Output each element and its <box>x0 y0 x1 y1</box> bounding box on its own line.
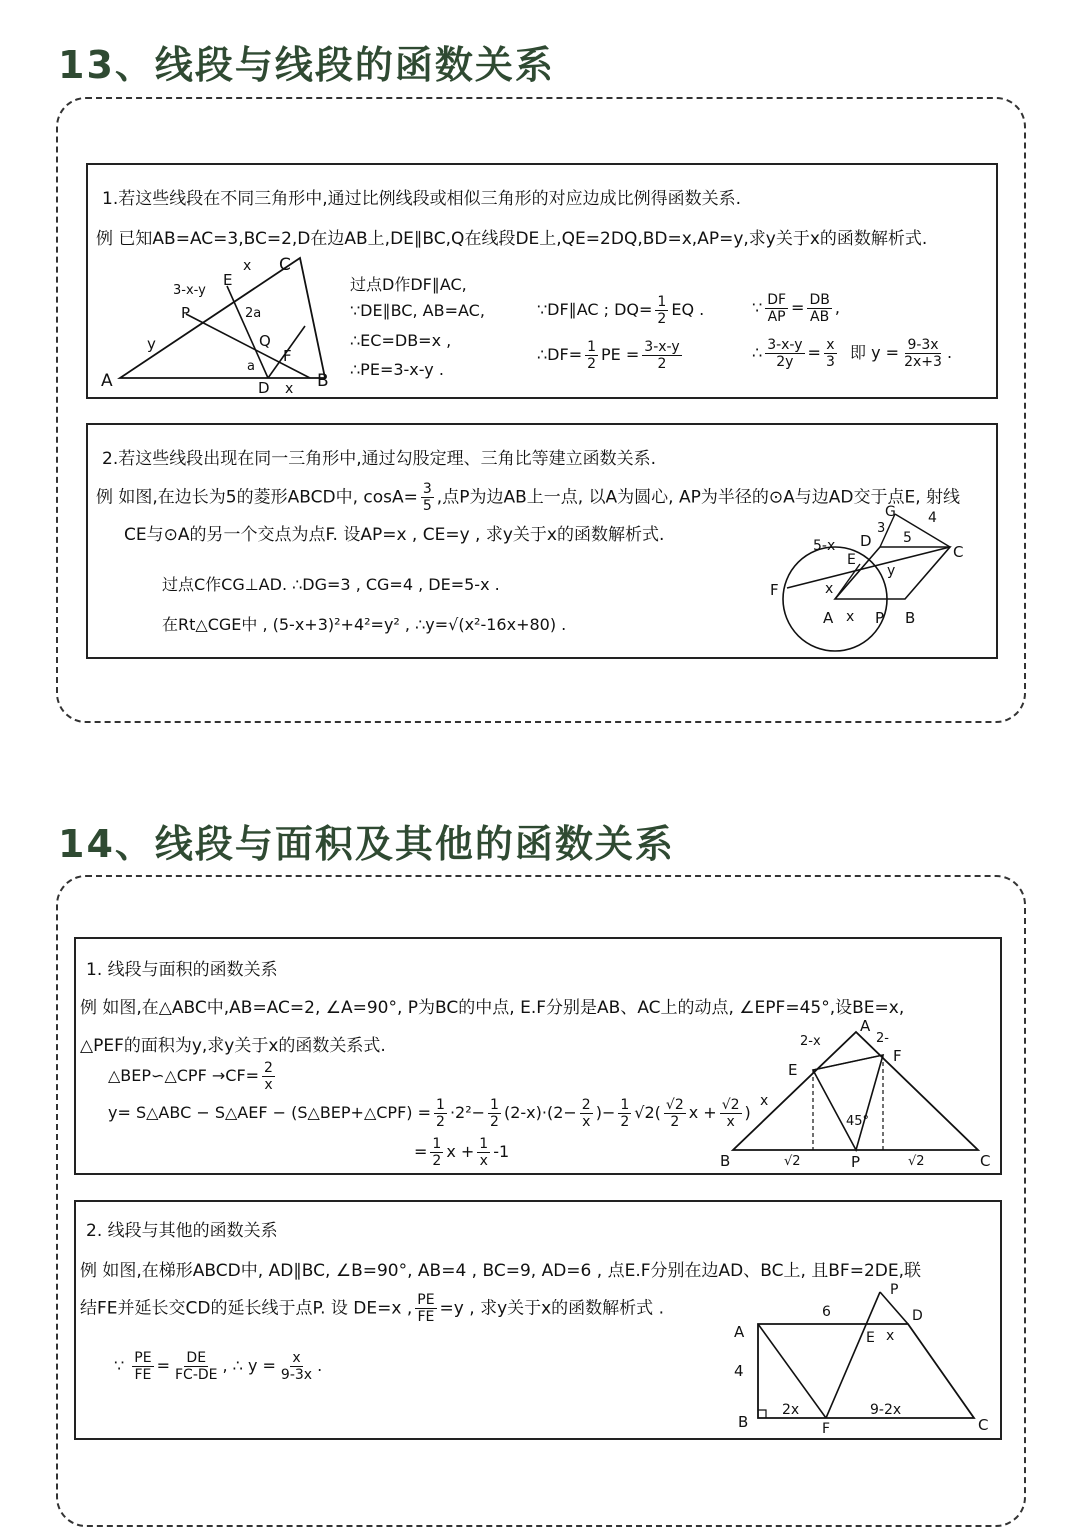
l1d: . <box>317 1356 323 1375</box>
s13-b1-right2 <box>752 337 952 370</box>
frac-r2 <box>765 337 804 370</box>
s13-b2-example-2: CE与⊙A的另一个交点为点F. 设AP=x , CE=y , 求y关于x的函数解析式. <box>124 525 665 545</box>
frac-half-d <box>430 1136 443 1169</box>
fig-label-B: B <box>317 371 329 391</box>
s13-b1-line2: ∵DE∥BC, AB=AC, <box>350 301 485 320</box>
ex1a: 例 如图,在边长为5的菱形ABCD中, cosA= <box>96 487 418 508</box>
l3a: = <box>414 1142 428 1161</box>
mid1-text: ∵DF∥AC ; DQ= <box>537 300 653 319</box>
mid2-mid: PE = <box>601 345 640 364</box>
frac-d: 2x+3 <box>904 354 942 370</box>
frac-d: 2y <box>776 354 794 370</box>
fig-label-F: F <box>893 1047 902 1065</box>
frac-d: 2 <box>587 356 597 372</box>
frac-ans <box>902 337 944 370</box>
fig-label-C: C <box>978 1416 989 1434</box>
fig-label-E: E <box>866 1330 875 1346</box>
frac-db <box>807 292 831 325</box>
s14-b1-example-2: △PEF的面积为y,求y关于x的函数关系式. <box>80 1036 386 1056</box>
r2-dot: . <box>946 343 953 362</box>
l3c: -1 <box>493 1142 510 1161</box>
fig-label-A: A <box>860 1017 871 1035</box>
l1b: = <box>156 1356 170 1375</box>
fig-label-A: A <box>101 371 113 391</box>
frac-d: 2 <box>432 1153 442 1169</box>
fig-label-2a: 2a <box>245 306 262 321</box>
s13-b1-mid2 <box>537 339 685 372</box>
frac-1x <box>477 1136 490 1169</box>
fig-label-4: 4 <box>928 510 937 526</box>
frac-n: 1 <box>657 294 667 310</box>
mid2-text: ∴DF= <box>537 345 583 364</box>
fig-label-5: 5 <box>903 530 912 546</box>
fig-label-E: E <box>847 552 856 568</box>
s13-b2-heading: 2.若这些线段出现在同一三角形中,通过勾股定理、三角比等建立函数关系. <box>102 449 657 469</box>
s13-b2-figure <box>765 500 985 655</box>
fig-label-4: 4 <box>734 1362 744 1380</box>
frac-n: 1 <box>587 339 597 355</box>
frac-l3 <box>279 1350 314 1383</box>
fig-label-x1: x <box>825 581 834 597</box>
s13-b1-right1 <box>752 292 840 325</box>
frac-n: 3 <box>422 481 432 497</box>
l2c: (2-x)·(2− <box>503 1103 577 1122</box>
fig-label-B: B <box>738 1413 749 1431</box>
frac-d: AB <box>810 309 830 325</box>
l1a: ∵ <box>114 1356 125 1375</box>
frac-n: DB <box>809 292 830 308</box>
fig-label-2x: 2x <box>782 1402 800 1418</box>
fig-label-3xy: 3-x-y <box>173 283 206 298</box>
frac-l2 <box>173 1350 220 1383</box>
l2g: ) <box>744 1103 751 1122</box>
section-13-title: 13、线段与线段的函数关系 <box>58 43 555 87</box>
r1-comma: , <box>834 298 840 317</box>
l2-text: y= S△ABC − S△AEF − (S△BEP+△CPF) = <box>108 1103 432 1122</box>
frac-n: √2 <box>721 1097 740 1113</box>
fig-label-x: x <box>886 1328 895 1344</box>
frac-d: x <box>479 1153 488 1169</box>
fig-label-Q: Q <box>259 332 271 350</box>
fig-label-D: D <box>258 379 270 397</box>
fig-label-P: P <box>875 609 885 627</box>
frac-2x <box>262 1060 275 1093</box>
s14-b1-line1 <box>108 1060 278 1093</box>
s14-b1-heading <box>86 955 278 980</box>
frac-d: 2 <box>436 1114 445 1130</box>
fig-label-F: F <box>822 1421 831 1437</box>
fig-label-2-x: 2-x <box>800 1034 821 1049</box>
frac-n: DE <box>186 1350 207 1366</box>
s14-b1-example-1: 例 如图,在△ABC中,AB=AC=2, ∠A=90°, P为BC的中点, E.F分别是AB、AC上的动点, ∠EPF=45°,设BE=x, <box>80 998 905 1018</box>
fig-label-45: 45° <box>846 1114 870 1129</box>
fig-label-F: F <box>283 347 292 365</box>
s14-b2-example-1: 例 如图,在梯形ABCD中, AD∥BC, ∠B=90°, AB=4 , BC=9, AD=6 , 点E.F分别在边AD、BC上, 且BF=2DE,联 <box>80 1261 921 1281</box>
l1c: , ∴ y = <box>222 1356 276 1375</box>
frac-n: 1 <box>620 1097 630 1113</box>
l2b: ·2²− <box>449 1103 486 1122</box>
ex2a: 结FE并延长交CD的延长线于点P. 设 DE=x , <box>80 1298 413 1319</box>
ex2b: =y , 求y关于x的函数解析式 . <box>439 1298 664 1319</box>
frac-n: 1 <box>490 1097 499 1113</box>
frac-d: FE <box>134 1367 152 1383</box>
r1-eq: = <box>791 298 805 317</box>
s14-b2-figure <box>730 1280 995 1435</box>
fig-label-r2a: √2 <box>784 1154 801 1169</box>
fig-label-E: E <box>788 1061 798 1079</box>
s13-b1-line3: ∴EC=DB=x , <box>350 331 452 350</box>
fig-label-2-: 2- <box>876 1031 889 1046</box>
frac-n: DF <box>767 292 787 308</box>
frac-half-b <box>488 1097 501 1130</box>
fig-label-x: x <box>760 1093 769 1109</box>
fig-label-r2b: √2 <box>908 1154 925 1169</box>
fig-label-A: A <box>823 609 834 627</box>
fig-label-F: F <box>770 581 779 599</box>
frac-2x-b <box>580 1097 593 1130</box>
frac-n: 3-x-y <box>644 339 680 355</box>
r2-therefore: ∴ <box>752 343 763 362</box>
l2d: )− <box>595 1103 616 1122</box>
frac-d: 9-3x <box>280 1367 313 1383</box>
l2e: √2( <box>634 1103 661 1122</box>
frac-n: √2 <box>665 1097 684 1113</box>
s14-b2-line1 <box>114 1350 322 1383</box>
frac-d: 2 <box>670 1114 680 1130</box>
fig-label-P: P <box>851 1153 861 1171</box>
frac-l1 <box>132 1350 153 1383</box>
fig-label-x2: x <box>285 381 294 397</box>
frac-df <box>765 292 788 325</box>
l2f: x + <box>688 1103 717 1122</box>
frac-n: 1 <box>436 1097 445 1113</box>
fig-label-5-x: 5-x <box>813 538 836 554</box>
fig-label-a: a <box>247 359 255 374</box>
frac-n: 1 <box>432 1136 442 1152</box>
frac-n: x <box>292 1350 301 1366</box>
fig-label-6: 6 <box>822 1304 831 1320</box>
frac-d: x <box>582 1114 591 1130</box>
fig-label-C: C <box>279 255 291 275</box>
frac-pefe <box>415 1292 436 1325</box>
frac-d: 2 <box>657 311 667 327</box>
ex1b: ,点P为边AB上一点, 以A为圆心, AP为半径的⊙A与边AD交于点E, 射线 <box>436 487 961 508</box>
frac-x3 <box>824 337 837 370</box>
fig-label-C: C <box>953 543 964 561</box>
s14-b1-line2 <box>108 1097 751 1130</box>
frac-half-c <box>618 1097 631 1130</box>
s14-b1-figure <box>718 1015 993 1170</box>
s14-b1-heading-text: 1. 线段与面积的函数关系 <box>86 960 278 980</box>
fig-label-x1: x <box>243 258 252 274</box>
fig-label-G: G <box>885 504 896 520</box>
frac-n: x <box>826 337 835 353</box>
frac-half <box>655 294 668 327</box>
frac-d: 5 <box>422 498 432 514</box>
frac-n: 9-3x <box>907 337 939 353</box>
frac-3xy <box>642 339 681 372</box>
fig-label-B: B <box>720 1152 731 1170</box>
frac-n: PE <box>134 1350 152 1366</box>
frac-n: 2 <box>264 1060 273 1076</box>
fig-label-y: y <box>147 335 156 353</box>
s14-b2-heading: 2. 线段与其他的函数关系 <box>86 1221 278 1241</box>
frac-d: FE <box>417 1309 435 1325</box>
r1-because: ∵ <box>752 298 763 317</box>
mid1-tail: EQ . <box>671 300 705 319</box>
frac-d: 2 <box>657 356 667 372</box>
fig-label-B: B <box>905 609 916 627</box>
frac-d: 2 <box>620 1114 630 1130</box>
fig-label-A: A <box>734 1323 745 1341</box>
s13-b2-line1: 过点C作CG⊥AD. ∴DG=3 , CG=4 , DE=5-x . <box>162 575 500 594</box>
fig-label-P: P <box>181 304 191 322</box>
frac-r22 <box>664 1097 686 1130</box>
frac-d: FC-DE <box>174 1367 218 1383</box>
frac-n: PE <box>417 1292 435 1308</box>
section-14-title: 14、线段与面积及其他的函数关系 <box>58 822 675 866</box>
s14-b1-line3 <box>414 1136 509 1169</box>
s13-b1-heading: 1.若这些线段在不同三角形中,通过比例线段或相似三角形的对应边成比例得函数关系. <box>102 189 742 209</box>
fig-label-3: 3 <box>877 521 886 536</box>
fig-label-P: P <box>890 1282 899 1298</box>
fig-label-9-2x: 9-2x <box>870 1402 902 1418</box>
s13-b1-mid1 <box>537 294 704 327</box>
frac-d: x <box>726 1114 735 1130</box>
frac-n: 3-x-y <box>767 337 803 353</box>
s13-b1-figure <box>95 250 345 395</box>
r2-eq: = <box>807 343 821 362</box>
fig-label-x2: x <box>846 609 855 625</box>
s14-b2-example-2 <box>80 1292 664 1325</box>
r2-ji: 即 y = <box>850 343 900 362</box>
s13-b1-line4: ∴PE=3-x-y . <box>350 360 444 379</box>
frac-cos <box>421 481 434 514</box>
frac-half-a <box>434 1097 447 1130</box>
s13-b1-example: 例 已知AB=AC=3,BC=2,D在边AB上,DE∥BC,Q在线段DE上,QE=2DQ,BD=x,AP=y,求y关于x的函数解析式. <box>96 229 928 249</box>
frac-d: 2 <box>490 1114 499 1130</box>
s13-b2-line2: 在Rt△CGE中 , (5-x+3)²+4²=y² , ∴y=√(x²-16x+80) . <box>162 615 567 634</box>
fig-label-C: C <box>980 1152 991 1170</box>
fig-label-E: E <box>223 271 233 289</box>
fig-label-y: y <box>887 563 896 579</box>
frac-d: x <box>264 1077 273 1093</box>
frac-n: 2 <box>581 1097 591 1113</box>
frac-d: AP <box>767 309 786 325</box>
l3b: x + <box>446 1142 475 1161</box>
frac-half-2 <box>585 339 598 372</box>
frac-n: 1 <box>479 1136 489 1152</box>
frac-d: 3 <box>825 354 835 370</box>
fig-label-D: D <box>912 1308 923 1324</box>
s13-b1-line1: 过点D作DF∥AC, <box>350 275 467 294</box>
fig-label-D: D <box>860 532 872 550</box>
l1-text: △BEP∽△CPF →CF= <box>108 1066 260 1085</box>
